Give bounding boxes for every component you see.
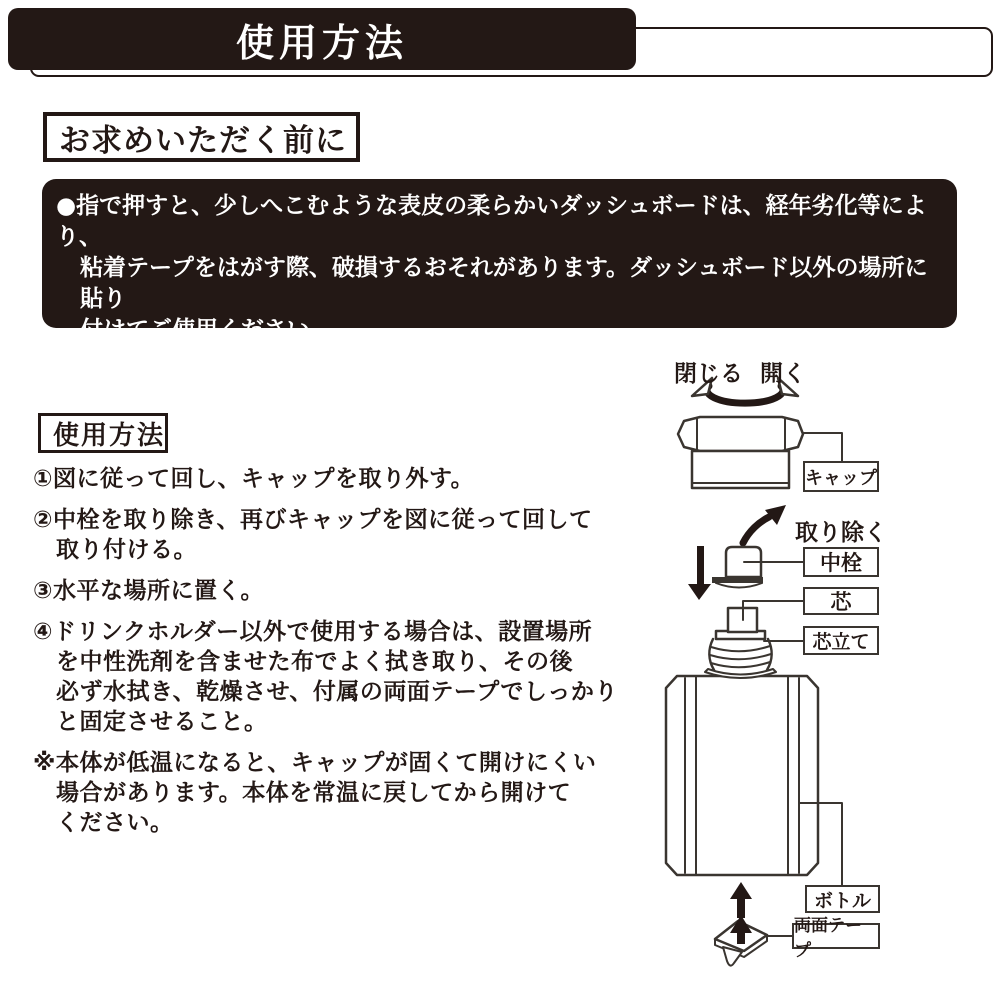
double-sided-tape-label-box: [792, 916, 880, 961]
before-purchase-heading: [43, 112, 360, 162]
step-line: ①図に従って回し、キャップを取り外す。: [33, 466, 475, 492]
remove-action-label: 取り除く: [795, 520, 887, 546]
close-direction-label: 閉じる: [674, 361, 743, 387]
step-line: ※本体が低温になると、キャップが固くて開けにくい: [33, 750, 597, 776]
step-line: 必ず水拭き、乾燥させ、付属の両面テープでしっかり: [56, 679, 618, 705]
page-title: 使用方法: [235, 20, 408, 65]
usage-heading: [38, 413, 168, 453]
bottle-label: ボトル: [813, 889, 871, 912]
open-direction-label: 開く: [760, 361, 806, 387]
usage-heading-label: 使用方法: [53, 420, 166, 451]
bottle-label-box: [805, 885, 880, 913]
neck-threads-drawing: [705, 631, 803, 678]
wick-label: 芯: [830, 590, 852, 614]
cap-label: キャップ: [805, 467, 877, 489]
usage-step-4: [33, 617, 623, 737]
usage-note-low-temperature: [33, 748, 623, 838]
step-line: と固定させること。: [56, 709, 268, 735]
warning-line: 付けてご使用ください。: [80, 317, 333, 343]
double-sided-tape-label: 両面テープ: [794, 916, 862, 961]
cap-label-box: [803, 461, 879, 492]
step-line: ④ドリンクホルダー以外で使用する場合は、設置場所: [33, 619, 593, 645]
usage-step-2: [33, 505, 623, 565]
warning-line: ●指で押すと、少しへこむような表皮の柔らかいダッシュボードは、経年劣化等により、: [56, 193, 927, 250]
usage-step-1: [33, 464, 623, 494]
header-bar: [8, 8, 636, 70]
step-line: 取り付ける。: [56, 537, 197, 563]
before-purchase-heading-label: お求めいただく前に: [59, 122, 347, 159]
usage-step-3: [33, 576, 623, 606]
wick-drawing: [728, 601, 803, 632]
wick-stand-label-box: [803, 626, 879, 655]
bottle-drawing: [666, 676, 842, 885]
warning-line: ※輸入車の場合は特にご注意ください。: [56, 348, 470, 374]
remove-arrow-icon: [743, 505, 786, 543]
inner-plug-label: 中栓: [820, 551, 862, 575]
warning-line: 粘着テープをはがす際、破損するおそれがあります。ダッシュボード以外の場所に貼り: [80, 255, 928, 312]
up-arrow-icon: [730, 882, 752, 918]
down-arrow-icon: [688, 546, 711, 600]
step-line: ください。: [56, 810, 174, 836]
usage-steps-list: [33, 464, 623, 849]
step-line: 場合があります。本体を常温に戻してから開けて: [56, 780, 572, 806]
wick-stand-label: 芯立て: [812, 631, 870, 653]
inner-plug-drawing: [712, 547, 803, 588]
step-line: ②中栓を取り除き、再びキャップを図に従って回して: [33, 507, 593, 533]
double-sided-tape-drawing: [715, 915, 792, 966]
step-line: ③水平な場所に置く。: [33, 578, 265, 604]
inner-plug-label-box: [803, 547, 879, 577]
step-line: を中性洗剤を含ませた布でよく拭き取り、その後: [56, 649, 573, 675]
wick-label-box: [803, 587, 879, 615]
